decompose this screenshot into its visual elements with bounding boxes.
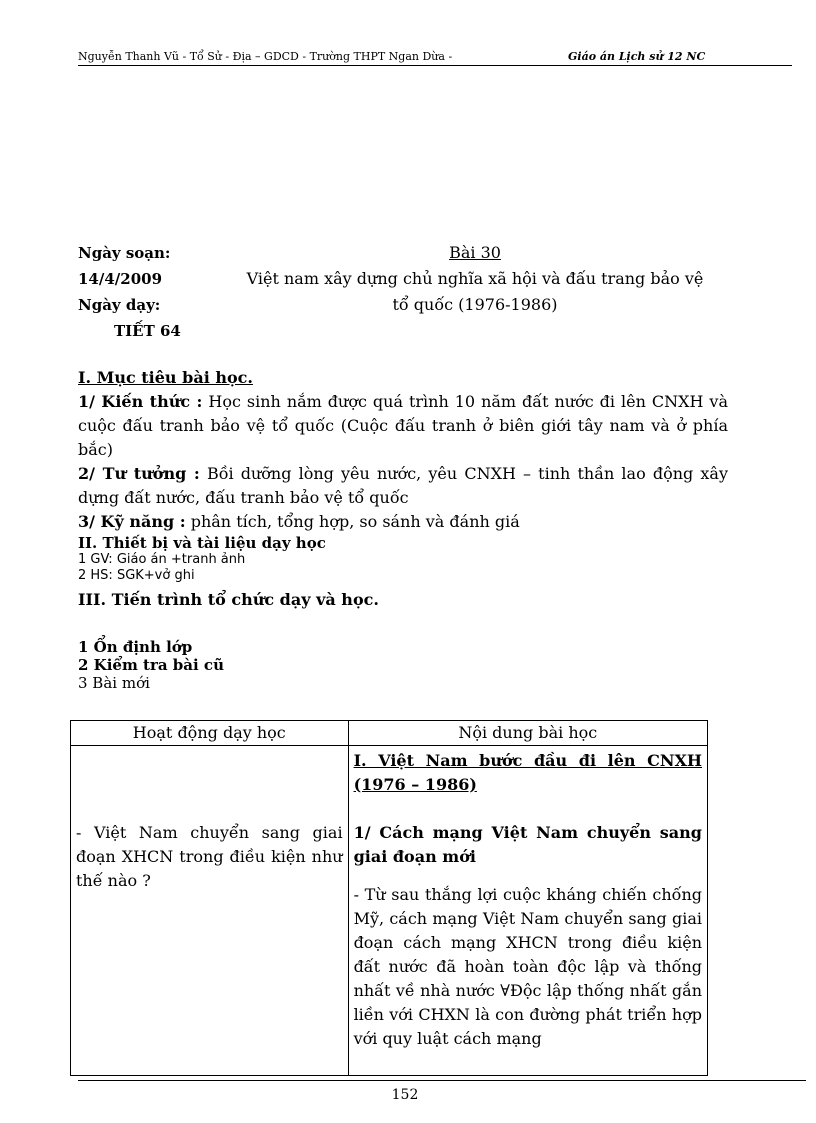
- header-author: Nguyễn Thanh Vũ - Tổ Sử - Địa – GDCD - Trường THPT Ngan Dừa -: [78, 50, 453, 63]
- header-divider: [78, 65, 792, 66]
- objectives-heading: I. Mục tiêu bài học.: [78, 368, 253, 387]
- knowledge-label: 1/ Kiến thức :: [78, 392, 203, 411]
- step-2: 2 Kiểm tra bài cũ: [78, 656, 224, 674]
- knowledge-paragraph: [78, 390, 728, 462]
- process-heading: III. Tiến trình tổ chức dạy và học.: [78, 590, 379, 609]
- page-header: [78, 50, 792, 64]
- page-number: 152: [391, 1087, 419, 1103]
- footer-divider: [78, 1080, 806, 1081]
- equipment-gv: 1 GV: Giáo án +tranh ảnh: [78, 552, 246, 567]
- title-line-1: Việt nam xây dựng chủ nghĩa xã hội và đấu trang bảo vệ: [246, 269, 704, 288]
- content-paragraph: - Từ sau thắng lợi cuộc kháng chiến chống Mỹ, cách mạng Việt Nam chuyển sang giai đoạn cách mạng XHCN trong điều kiện đất nước đã hoàn toàn độc lập và thống nhất về nhà nước ∀Độc lập thống nhất gắn liền với CHXN là con đường phát triển hợp với quy luật cách mạng: [353, 885, 702, 1048]
- content-cell: [348, 746, 707, 1076]
- skill-paragraph: [78, 510, 728, 534]
- lesson-number: TIẾT 64: [114, 322, 181, 340]
- activity-question: - Việt Nam chuyển sang giai đoạn XHCN trong điều kiện như thế nào ?: [76, 823, 343, 890]
- prep-date: 14/4/2009: [78, 270, 163, 288]
- step-3: 3 Bài mới: [78, 674, 150, 692]
- lesson-no: Bài 30: [449, 243, 501, 262]
- step-1: 1 Ổn định lớp: [78, 638, 193, 656]
- content-subheading: 1/ Cách mạng Việt Nam chuyển sang giai đoạn mới: [353, 823, 702, 866]
- skill-text: phân tích, tổng hợp, so sánh và đánh giá: [190, 512, 520, 531]
- lesson-title: [200, 240, 750, 318]
- content-section-heading: I. Việt Nam bước đầu đi lên CNXH (1976 – 1986): [353, 751, 702, 794]
- skill-label: 3/ Kỹ năng :: [78, 512, 186, 531]
- table-row: [71, 746, 708, 1076]
- table-header-row: [71, 721, 708, 746]
- lesson-meta: [78, 240, 181, 344]
- prep-date-label: Ngày soạn:: [78, 244, 171, 262]
- col2-header: Nội dung bài học: [348, 721, 707, 746]
- lesson-table: [70, 720, 708, 1076]
- equipment-heading: II. Thiết bị và tài liệu dạy học: [78, 534, 326, 552]
- col1-header: Hoạt động dạy học: [71, 721, 349, 746]
- header-doc-title: Giáo án Lịch sử 12 NC: [568, 50, 706, 63]
- knowledge-text: Học sinh nắm được quá trình 10 năm đất nước đi lên CNXH và cuộc đấu tranh bảo vệ tổ quốc (Cuộc đấu tranh ở biên giới tây nam và ở phía bắc): [78, 392, 728, 459]
- process-steps: [78, 638, 224, 692]
- teach-date-label: Ngày dạy:: [78, 296, 161, 314]
- objectives-section: [78, 366, 728, 612]
- activity-cell: [71, 746, 349, 1076]
- title-line-2: tổ quốc (1976-1986): [392, 295, 558, 314]
- thought-paragraph: [78, 462, 728, 510]
- equipment-hs: 2 HS: SGK+vở ghi: [78, 568, 195, 583]
- thought-text: Bồi dưỡng lòng yêu nước, yêu CNXH – tinh thần lao động xây dựng đất nước, đấu tranh bảo vệ tổ quốc: [78, 464, 729, 507]
- thought-label: 2/ Tư tưởng :: [78, 464, 200, 483]
